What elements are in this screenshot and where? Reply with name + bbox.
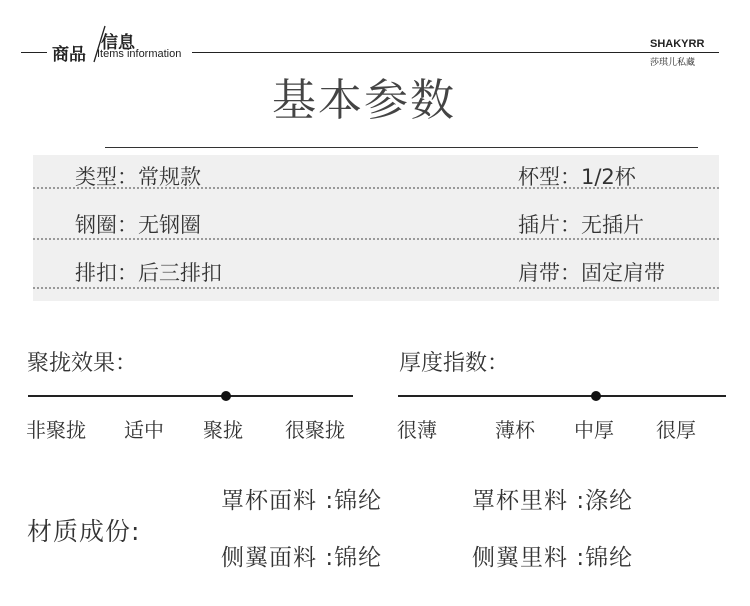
- material-item: 侧翼面料 :锦纶: [221, 545, 383, 571]
- material-item: 罩杯面料 :锦纶: [221, 488, 383, 514]
- brand-subtitle: 莎琪儿私藏: [650, 58, 696, 68]
- push-up-scale-line: [28, 395, 353, 397]
- spec-divider: [33, 287, 719, 289]
- header-title-en: Items information: [97, 48, 182, 60]
- spec-divider: [33, 187, 719, 189]
- header-title-cn-a: 商品: [52, 45, 86, 65]
- push-up-option: 很聚拢: [285, 418, 345, 442]
- header-title-cn-b: 信息: [101, 33, 135, 53]
- materials-title: 材质成份:: [27, 517, 141, 546]
- spec-right: 杯型：1/2杯: [518, 165, 636, 189]
- header-line-left: [21, 52, 47, 53]
- spec-right: 插片：无插片: [518, 213, 644, 237]
- thickness-option: 薄杯: [495, 418, 535, 442]
- material-item: 侧翼里料 :锦纶: [472, 545, 634, 571]
- header-line-right: [192, 52, 719, 53]
- thickness-option: 很厚: [656, 418, 696, 442]
- thickness-option: 中厚: [574, 418, 614, 442]
- brand-name: SHAKYRR: [650, 38, 705, 50]
- spec-left: 排扣：后三排扣: [75, 261, 222, 285]
- thickness-title: 厚度指数：: [399, 351, 510, 376]
- spec-right: 肩带：固定肩带: [518, 261, 665, 285]
- section-title-underline: [105, 147, 698, 148]
- spec-left: 钢圈：无钢圈: [75, 213, 201, 237]
- thickness-option: 很薄: [397, 418, 437, 442]
- thickness-scale-line: [398, 395, 726, 397]
- push-up-option: 聚拢: [203, 418, 243, 442]
- section-title: 基本参数: [272, 75, 456, 126]
- material-item: 罩杯里料 :涤纶: [472, 488, 634, 514]
- push-up-selected-marker: [221, 391, 231, 401]
- push-up-option: 非聚拢: [26, 418, 86, 442]
- spec-row: [33, 151, 719, 199]
- push-up-title: 聚拢效果：: [27, 351, 138, 376]
- spec-divider: [33, 238, 719, 240]
- spec-left: 类型：常规款: [75, 165, 201, 189]
- thickness-selected-marker: [591, 391, 601, 401]
- push-up-option: 适中: [124, 418, 164, 442]
